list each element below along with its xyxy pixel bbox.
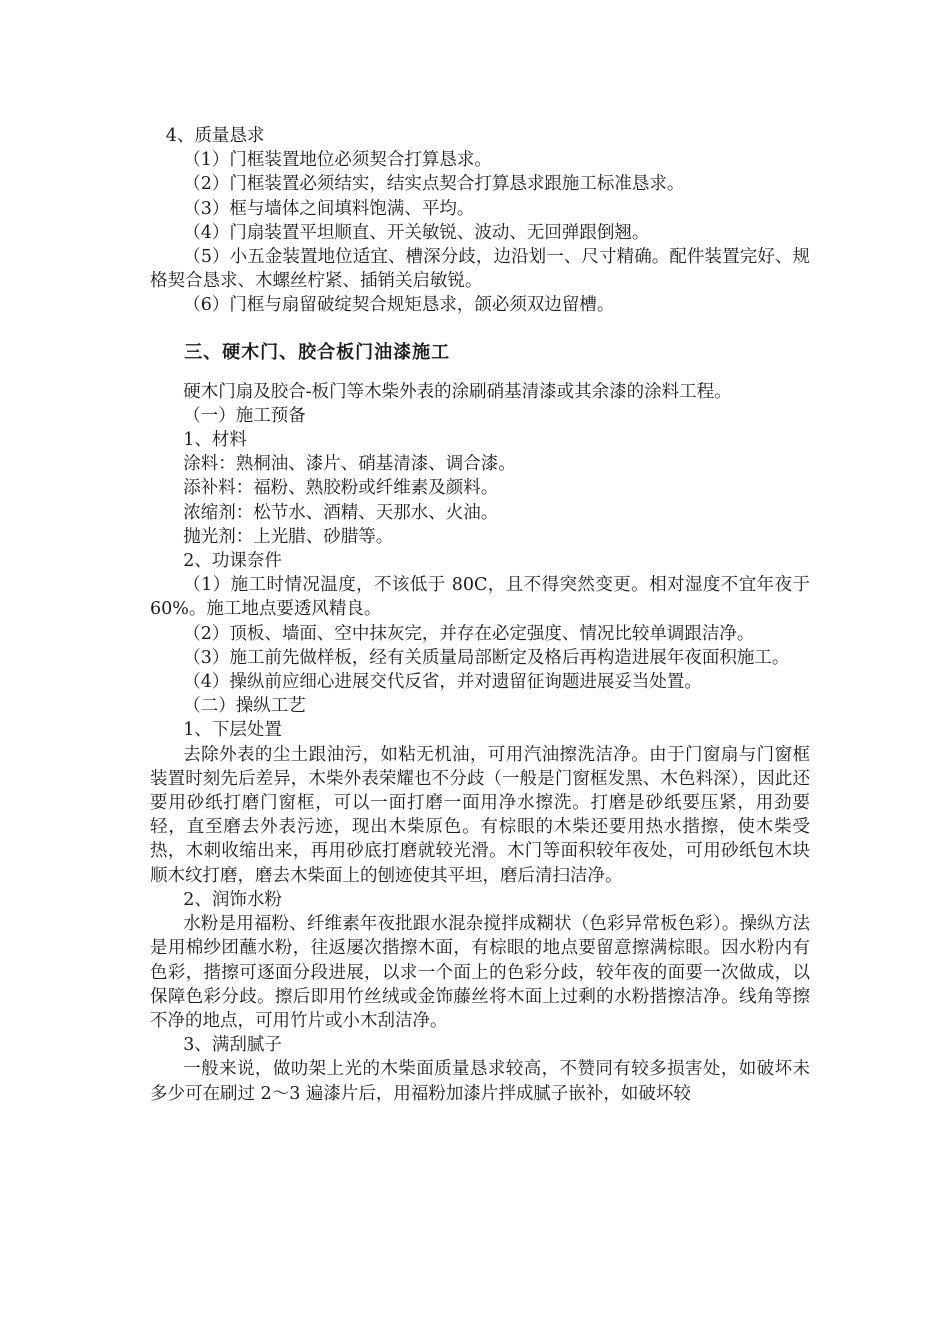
quality-item: （4）门扇装置平坦顺直、开关敏锐、波动、无回弹跟倒翘。 [183,222,650,243]
section-heading: 三、硬木门、胶合板门油漆施工 [184,341,451,363]
materials-title: 1、材料 [183,430,247,451]
material-item: 抛光剂：上光腊、砂腊等。 [183,526,394,547]
condition-item: （1）施工时情况温度，不该低于 80C，且不得突然变更。相对湿度不宜年夜于 60%。施工地点要透风精良。 [150,575,810,620]
process-title: （二）操纵工艺 [183,696,306,717]
step3-title: 3、满刮腻子 [183,1035,282,1056]
prep-title: （一）施工预备 [183,405,306,426]
quality-section-title: 4、质量恳求 [165,126,265,146]
document-body [150,124,810,1106]
quality-item: （5）小五金装置地位适宜、槽深分歧，边沿划一、尺寸精确。配件装置完好、规格契合恳求、木螺丝柠紧、插销关启敏锐。 [150,247,810,292]
condition-item: （2）顶板、墙面、空中抹灰完，并存在必定强度、情况比较单调跟洁净。 [183,623,755,644]
conditions-title: 2、功课奈件 [183,551,282,572]
section-intro: 硬木门扇及胶合-板门等木柴外表的涂刷硝基清漆或其余漆的涂料工程。 [183,381,732,402]
condition-item: （3）施工前先做样板，经有关质量局部断定及格后再构造进展年夜面积施工。 [183,647,790,668]
step1-title: 1、下层处置 [183,720,282,741]
step2-text: 水粉是用福粉、纤维素年夜批跟水混杂搅拌成糊状（色彩异常板色彩）。操纵方法是用棉纱团蘸水粉，往返屡次揩擦木面，有棕眼的地点要留意擦满棕眼。因水粉内有色彩，揩擦可逐面分段进展，以求一个面上的色彩分歧，较年夜的面要一次做成，以保障色彩分歧。擦后即用竹丝绒或金饰藤丝将木面上过剩的水粉揩擦洁净。线角等擦不净的地点，可用竹片或小木刮洁净。 [150,914,810,1031]
step1-text: 去除外表的尘土跟油污，如粘无机油，可用汽油擦洗洁净。由于门窗扇与门窗框装置时刻先后差异，木柴外表荣耀也不分歧（一般是门窗框发黑、木色料深），因此还要用砂纸打磨门窗框，可以一面打磨一面用净水擦洗。打磨是砂纸要压紧，用劲要轻，直至磨去外表污迹，现出木柴原色。有棕眼的木柴还要用热水揩擦，使木柴受热，木刺收缩出来，再用砂底打磨就较光滑。木门等面积较年夜处，可用砂纸包木块顺木纹打磨，磨去木柴面上的刨迹使其平坦，磨后清扫洁净。 [150,744,810,886]
step3-text: 一般来说，做叻架上光的木柴面质量恳求较高，不赞同有较多损害处，如破坏未多少可在刷过 2～3 遍漆片后，用福粉加漆片拌成腻子嵌补，如破坏较 [150,1059,810,1104]
step2-title: 2、润饰水粉 [183,889,282,910]
material-item: 添补料：福粉、熟胶粉或纤维素及颜料。 [183,478,499,499]
quality-item: （1）门框装置地位必须契合打算恳求。 [183,150,492,171]
quality-item: （2）门框装置必须结实，结实点契合打算恳求跟施工标准恳求。 [183,174,685,195]
material-item: 浓缩剂：松节水、酒精、天那水、火油。 [183,502,499,523]
quality-item: （3）框与墙体之间填料饱满、平均。 [183,198,475,219]
material-item: 涂料：熟桐油、漆片、硝基清漆、调合漆。 [183,454,516,475]
condition-item: （4）操纵前应细心进展交代反省，并对遗留征询题进展妥当处置。 [183,672,702,693]
quality-item: （6）门框与扇留破绽契合规矩恳求，颌必须双边留槽。 [183,295,615,316]
